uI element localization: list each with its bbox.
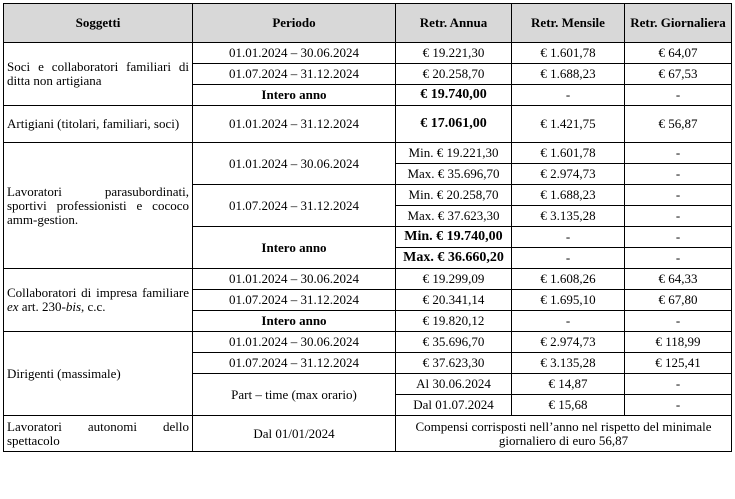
- mensile-cell: € 1.695,10: [512, 290, 625, 311]
- header-retr-mensile: Retr. Mensile: [512, 4, 625, 43]
- soggetto-impresa-familiare: Collaboratori di impresa familiare ex art. 230-bis, c.c.: [4, 269, 193, 332]
- periodo-cell: 01.07.2024 – 31.12.2024: [193, 185, 396, 227]
- giornaliera-cell: -: [625, 185, 732, 206]
- periodo-cell: 01.01.2024 – 30.06.2024: [193, 332, 396, 353]
- mensile-cell: € 1.688,23: [512, 64, 625, 85]
- giornaliera-cell: € 118,99: [625, 332, 732, 353]
- periodo-cell: Intero anno: [193, 311, 396, 332]
- nota-cell: Compensi corrisposti nell’anno nel rispetto del minimale giornaliero di euro 56,87: [396, 416, 732, 452]
- annua-cell: € 20.341,14: [396, 290, 512, 311]
- periodo-cell: 01.07.2024 – 31.12.2024: [193, 353, 396, 374]
- giornaliera-cell: -: [625, 311, 732, 332]
- giornaliera-cell: -: [625, 374, 732, 395]
- annua-cell: Min. € 19.740,00: [396, 227, 512, 248]
- table-row: [4, 143, 732, 164]
- mensile-cell: € 3.135,28: [512, 206, 625, 227]
- giornaliera-cell: -: [625, 85, 732, 106]
- annua-cell: Al 30.06.2024: [396, 374, 512, 395]
- periodo-cell: 01.01.2024 – 31.12.2024: [193, 106, 396, 143]
- mensile-cell: -: [512, 311, 625, 332]
- giornaliera-cell: -: [625, 395, 732, 416]
- mensile-cell: € 14,87: [512, 374, 625, 395]
- mensile-cell: -: [512, 85, 625, 106]
- giornaliera-cell: € 64,07: [625, 43, 732, 64]
- mensile-cell: € 1.608,26: [512, 269, 625, 290]
- periodo-cell: 01.07.2024 – 31.12.2024: [193, 64, 396, 85]
- annua-cell: € 19.221,30: [396, 43, 512, 64]
- annua-cell: Max. € 36.660,20: [396, 248, 512, 269]
- annua-cell: Max. € 37.623,30: [396, 206, 512, 227]
- periodo-cell: Part – time (max orario): [193, 374, 396, 416]
- header-soggetti: Soggetti: [4, 4, 193, 43]
- annua-cell: € 19.820,12: [396, 311, 512, 332]
- annua-cell: € 19.299,09: [396, 269, 512, 290]
- contributions-table-wrapper: [3, 3, 732, 452]
- mensile-cell: € 3.135,28: [512, 353, 625, 374]
- mensile-cell: € 1.421,75: [512, 106, 625, 143]
- mensile-cell: -: [512, 227, 625, 248]
- annua-cell: Min. € 20.258,70: [396, 185, 512, 206]
- soggetto-spettacolo: Lavoratori autonomi dello spettacolo: [4, 416, 193, 452]
- table-row: [4, 43, 732, 64]
- table-row: [4, 416, 732, 452]
- table-row: [4, 332, 732, 353]
- table-row: [4, 106, 732, 143]
- annua-cell: Max. € 35.696,70: [396, 164, 512, 185]
- header-retr-annua: Retr. Annua: [396, 4, 512, 43]
- periodo-cell: 01.01.2024 – 30.06.2024: [193, 269, 396, 290]
- periodo-cell: 01.01.2024 – 30.06.2024: [193, 43, 396, 64]
- header-row: [4, 4, 732, 43]
- mensile-cell: € 2.974,73: [512, 164, 625, 185]
- soggetto-parasubordinati: Lavoratori parasubordinati, sportivi professionisti e cococo amm-gestion.: [4, 143, 193, 269]
- annua-cell: Dal 01.07.2024: [396, 395, 512, 416]
- giornaliera-cell: € 64,33: [625, 269, 732, 290]
- soggetto-soci: Soci e collaboratori familiari di ditta non artigiana: [4, 43, 193, 106]
- giornaliera-cell: € 67,80: [625, 290, 732, 311]
- mensile-cell: -: [512, 248, 625, 269]
- annua-cell: € 35.696,70: [396, 332, 512, 353]
- periodo-cell: 01.01.2024 – 30.06.2024: [193, 143, 396, 185]
- header-periodo: Periodo: [193, 4, 396, 43]
- contributions-table: [3, 3, 732, 452]
- soggetto-artigiani: Artigiani (titolari, familiari, soci): [4, 106, 193, 143]
- annua-cell: € 37.623,30: [396, 353, 512, 374]
- periodo-cell: Intero anno: [193, 227, 396, 269]
- giornaliera-cell: -: [625, 248, 732, 269]
- mensile-cell: € 1.601,78: [512, 143, 625, 164]
- giornaliera-cell: € 56,87: [625, 106, 732, 143]
- header-retr-giornaliera: Retr. Giornaliera: [625, 4, 732, 43]
- mensile-cell: € 1.688,23: [512, 185, 625, 206]
- annua-cell: Min. € 19.221,30: [396, 143, 512, 164]
- giornaliera-cell: € 125,41: [625, 353, 732, 374]
- giornaliera-cell: -: [625, 143, 732, 164]
- giornaliera-cell: -: [625, 164, 732, 185]
- periodo-cell: Dal 01/01/2024: [193, 416, 396, 452]
- giornaliera-cell: € 67,53: [625, 64, 732, 85]
- mensile-cell: € 15,68: [512, 395, 625, 416]
- mensile-cell: € 2.974,73: [512, 332, 625, 353]
- giornaliera-cell: -: [625, 206, 732, 227]
- mensile-cell: € 1.601,78: [512, 43, 625, 64]
- annua-cell: € 20.258,70: [396, 64, 512, 85]
- periodo-cell: Intero anno: [193, 85, 396, 106]
- giornaliera-cell: -: [625, 227, 732, 248]
- soggetto-dirigenti: Dirigenti (massimale): [4, 332, 193, 416]
- annua-cell: € 19.740,00: [396, 85, 512, 106]
- periodo-cell: 01.07.2024 – 31.12.2024: [193, 290, 396, 311]
- annua-cell: € 17.061,00: [396, 106, 512, 143]
- table-row: [4, 269, 732, 290]
